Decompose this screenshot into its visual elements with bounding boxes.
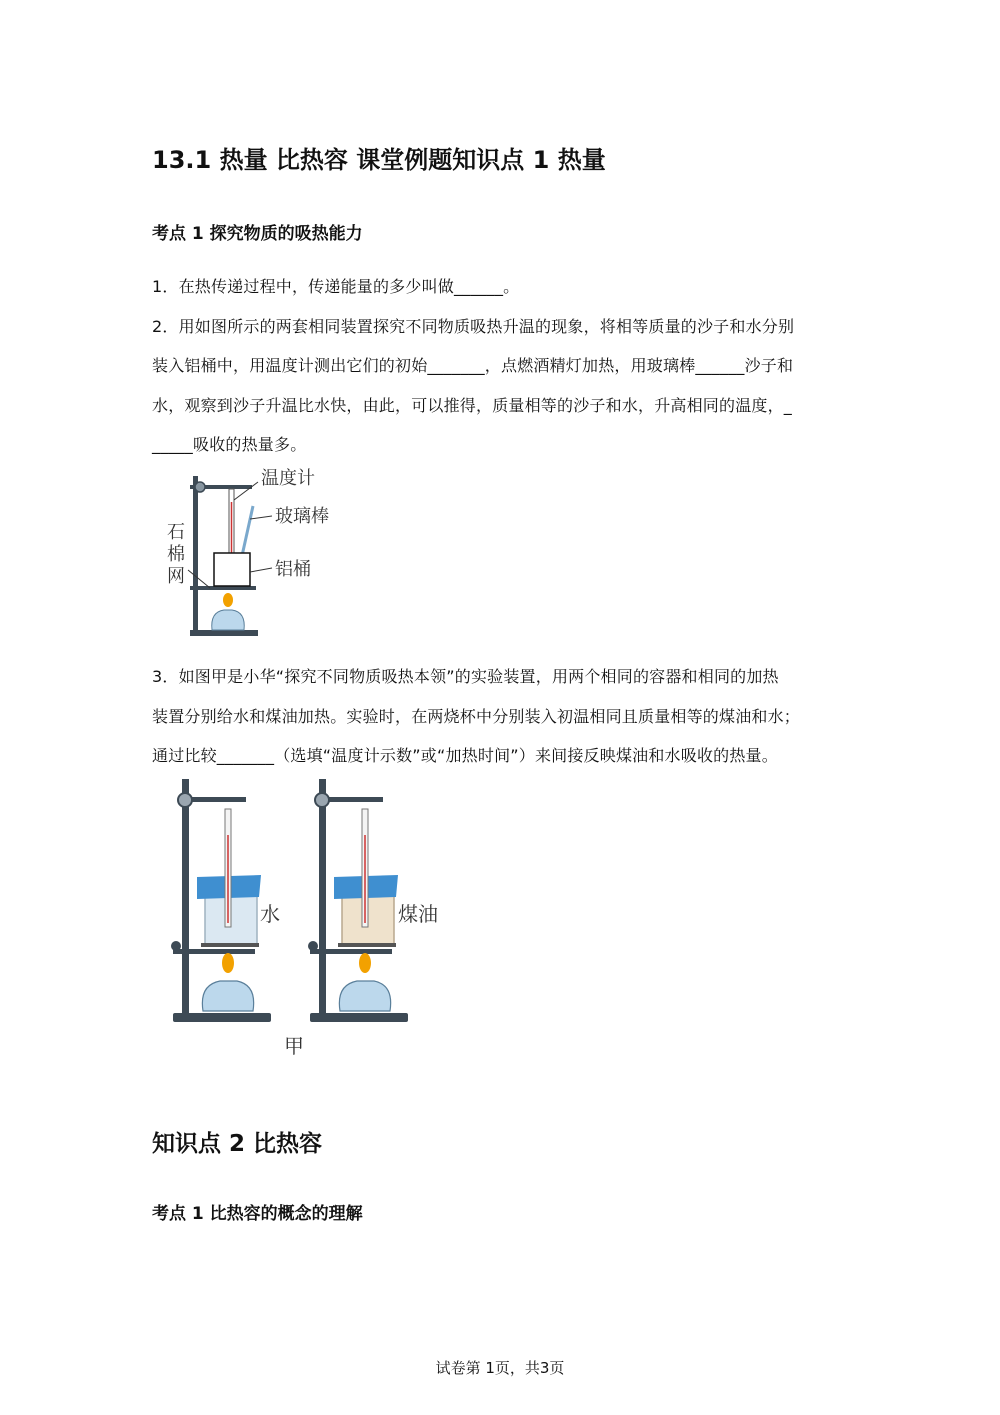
apparatus-kerosene [308, 779, 438, 1022]
apparatus-water [171, 779, 280, 1022]
label-asbestos-1: 石 [167, 522, 185, 543]
alcohol-lamp-icon [202, 981, 253, 1011]
page-footer: 试卷第 1页，共3页 [435, 1359, 565, 1377]
flame-icon [359, 953, 371, 973]
question-3-line-3: 通过比较_______（选填“温度计示数”或“加热时间”）来间接反映煤油和水吸收的热量。 [152, 746, 778, 765]
question-3-line-2: 装置分别给水和煤油加热。实验时，在两烧杯中分别装入初温相同且质量相等的煤油和水； [152, 707, 801, 726]
label-asbestos-2: 棉 [167, 544, 185, 565]
clamp-knob-icon [178, 793, 192, 807]
question-2-line-4: _____吸收的热量多。 [152, 435, 307, 454]
subheading-point1-section2: 考点 1 比热容的概念的理解 [152, 1204, 363, 1224]
aluminium-bucket-icon [214, 553, 250, 586]
figure-sand-water-apparatus [160, 462, 360, 644]
label-water: 水 [260, 902, 280, 926]
question-2-line-1: 2．用如图所示的两套相同装置探究不同物质吸热升温的现象，将相等质量的沙子和水分别 [152, 317, 795, 336]
question-2-line-2: 装入铝桶中，用温度计测出它们的初始_______，点燃酒精灯加热，用玻璃棒______沙子和 [152, 356, 794, 375]
label-glass-rod: 玻璃棒 [275, 506, 329, 527]
clamp-knob-icon [195, 482, 205, 492]
flame-icon [223, 593, 233, 607]
label-asbestos-3: 网 [167, 566, 185, 587]
alcohol-lamp-icon [212, 610, 245, 630]
page-title: 13.1 热量 比热容 课堂例题知识点 1 热量 [152, 146, 606, 174]
stand-base [190, 630, 258, 636]
alcohol-lamp-icon [339, 981, 390, 1011]
question-1: 1．在热传递过程中，传递能量的多少叫做______。 [152, 277, 520, 296]
clamp-knob-icon [315, 793, 329, 807]
flame-icon [222, 953, 234, 973]
subheading-point1: 考点 1 探究物质的吸热能力 [152, 224, 363, 244]
question-2-line-3: 水，观察到沙子升温比水快，由此，可以推得，质量相等的沙子和水，升高相同的温度，_ [152, 396, 793, 415]
label-bucket: 铝桶 [275, 559, 311, 580]
figure-caption: 甲 [284, 1034, 304, 1058]
section-heading-2: 知识点 2 比热容 [152, 1131, 323, 1157]
stand-pole [193, 476, 198, 632]
label-thermometer: 温度计 [261, 468, 315, 489]
label-kerosene: 煤油 [398, 902, 438, 926]
question-3-line-1: 3．如图甲是小华“探究不同物质吸热本领”的实验装置，用两个相同的容器和相同的加热 [152, 667, 779, 686]
figure-water-kerosene-apparatus [165, 775, 455, 1065]
